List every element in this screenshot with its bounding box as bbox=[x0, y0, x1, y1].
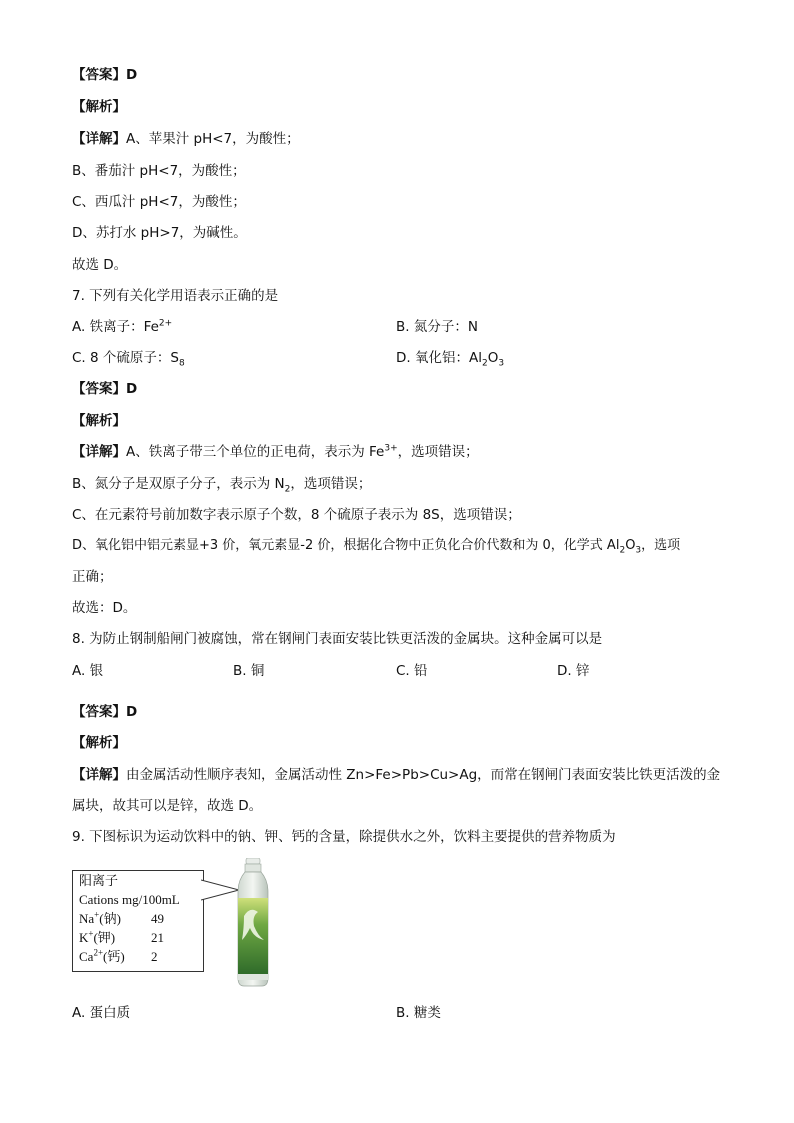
q6-detail-a: 【详解】A、苹果汁 pH<7，为酸性； bbox=[72, 131, 300, 147]
q8-option-c: C. 铅 bbox=[396, 663, 428, 679]
q8-option-a: A. 银 bbox=[72, 663, 104, 679]
q9-stem: 9. 下图标识为运动饮料中的钠、钾、钙的含量，除提供水之外，饮料主要提供的营养物质为 bbox=[72, 829, 616, 845]
q7-option-c: C. 8 个硫原子：$S_8$ bbox=[72, 350, 185, 369]
q7-stem: 7. 下列有关化学用语表示正确的是 bbox=[72, 288, 279, 304]
q7-option-d: D. 氧化铝：$Al_2O_3$ bbox=[396, 350, 505, 369]
q6-conclusion: 故选 D。 bbox=[72, 257, 128, 273]
label-row-sodium: Na+(钠) 49 bbox=[79, 909, 164, 926]
sports-drink-bottle-image bbox=[232, 858, 274, 988]
q8-option-b: B. 铜 bbox=[233, 663, 265, 679]
q9-option-a: A. 蛋白质 bbox=[72, 1005, 131, 1021]
q7-detail-b: B、氮分子是双原子分子，表示为 $N_2$，选项错误； bbox=[72, 476, 372, 495]
q7-answer: 【答案】D bbox=[72, 381, 138, 397]
q7-option-a: A. 铁离子：$Fe^{2+}$ bbox=[72, 318, 173, 335]
q6-answer: 【答案】D bbox=[72, 67, 138, 83]
q6-detail-b: B、番茄汁 pH<7，为酸性； bbox=[72, 163, 246, 179]
q6-detail-d: D、苏打水 pH>7，为碱性。 bbox=[72, 225, 247, 241]
q6-detail-c: C、西瓜汁 pH<7，为酸性； bbox=[72, 194, 246, 210]
q7-detail-a: 【详解】A、铁离子带三个单位的正电荷，表示为 $Fe^{3+}$，选项错误； bbox=[72, 443, 479, 460]
q8-stem: 8. 为防止钢制船闸门被腐蚀，常在钢闸门表面安装比铁更活泼的金属块。这种金属可以是 bbox=[72, 631, 603, 647]
q8-option-d: D. 锌 bbox=[557, 663, 590, 679]
q7-detail-d: D、氧化铝中铝元素显+3 价，氧元素显-2 价，根据化合物中正负化合价代数和为 0，化学式 $Al_2O_3$，选项 bbox=[72, 538, 681, 556]
q7-analysis-heading: 【解析】 bbox=[72, 413, 126, 429]
q8-answer: 【答案】D bbox=[72, 704, 138, 720]
q8-analysis-heading: 【解析】 bbox=[72, 735, 126, 751]
q7-detail-d-continued: 正确； bbox=[72, 569, 113, 585]
q6-analysis-heading: 【解析】 bbox=[72, 99, 126, 115]
q9-option-b: B. 糖类 bbox=[396, 1005, 441, 1021]
label-row-potassium: K+(钾) 21 bbox=[79, 928, 164, 945]
q8-detail-continued: 属块，故其可以是锌，故选 D。 bbox=[72, 798, 263, 814]
label-units: Cations mg/100mL bbox=[79, 892, 180, 907]
cation-label-box bbox=[72, 870, 204, 972]
label-row-calcium: $Ca^{2+}$(钙) 2 bbox=[79, 947, 158, 964]
q7-option-b: B. 氮分子：N bbox=[396, 319, 478, 335]
q7-conclusion: 故选：D。 bbox=[72, 600, 137, 616]
label-title: 阳离子 bbox=[79, 874, 119, 889]
q8-detail: 【详解】由金属活动性顺序表知，金属活动性 Zn>Fe>Pb>Cu>Ag，而常在钢闸门表面安装比铁更活泼的金 bbox=[72, 767, 721, 783]
q7-detail-c: C、在元素符号前加数字表示原子个数，8 个硫原子表示为 8S，选项错误； bbox=[72, 507, 521, 523]
